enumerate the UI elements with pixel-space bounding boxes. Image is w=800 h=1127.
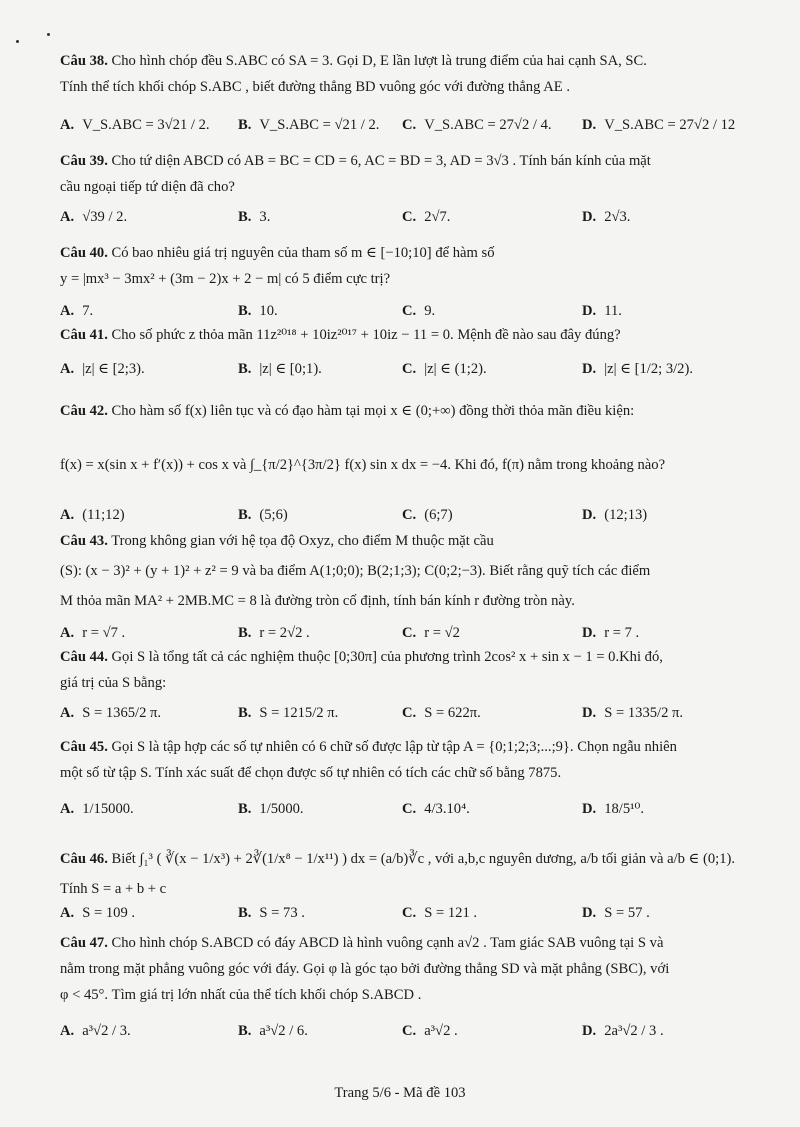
option-d[interactable]: D. V_S.ABC = 27√2 / 12 (582, 116, 736, 133)
question-text: Cho hình chóp đều S.ABC có SA = 3. Gọi D, E lần lượt là trung điểm của hai cạnh SA, SC. (111, 53, 647, 69)
option-b[interactable]: B. 3. (238, 208, 271, 225)
options-47 (60, 1014, 760, 1048)
question-45: Câu 45. Gọi S là tập hợp các số tự nhiên có 6 chữ số được lập từ tập A = {0;1;2;3;...;9}. Chọn ngẫu nhiên một số từ tập S. Tính xác suất để chọn được số tự nhiên có tích các chữ số bằng 7875. (60, 739, 677, 781)
question-42: Câu 42. Cho hàm số f(x) liên tục và có đạo hàm tại mọi x ∈ (0;+∞) đồng thời thỏa mãn điều kiện: f(x) = x(sin x + f′(x)) + cos x và ∫_{π/2}^{3π/2} f(x) sin x dx = −4. Khi đó, f(π) nằm trong khoảng nào? (60, 403, 666, 473)
option-b[interactable]: B. 1/5000. (238, 800, 304, 817)
option-d[interactable]: D. (12;13) (582, 506, 648, 523)
option-c[interactable]: C. r = √2 (402, 624, 460, 641)
option-d[interactable]: D. 11. (582, 302, 622, 319)
option-a[interactable]: A. V_S.ABC = 3√21 / 2. (60, 116, 210, 133)
question-number: Câu 38. (60, 53, 108, 69)
option-c[interactable]: C. a³√2 . (402, 1022, 458, 1039)
options-45 (60, 792, 760, 826)
question-46: Câu 46. Biết ∫₁³ ( ∛(x − 1/x³) + 2∛(1/x⁸ − 1/x¹¹) ) dx = (a/b)∛c , với a,b,c nguyên dương, a/b tối giản và a/b ∈ (0;1). Tính S = a + b + c (60, 851, 736, 897)
option-a[interactable]: A. |z| ∈ [2;3). (60, 360, 145, 377)
scan-speck (47, 33, 50, 36)
option-b[interactable]: B. 10. (238, 302, 278, 319)
options-42 (60, 498, 760, 532)
option-c[interactable]: C. V_S.ABC = 27√2 / 4. (402, 116, 552, 133)
option-a[interactable]: A. 1/15000. (60, 800, 134, 817)
option-a[interactable]: A. a³√2 / 3. (60, 1022, 131, 1039)
option-d[interactable]: D. S = 1335/2 π. (582, 704, 684, 721)
option-d[interactable]: D. |z| ∈ [1/2; 3/2). (582, 360, 693, 377)
question-38 (60, 48, 752, 100)
option-b[interactable]: B. |z| ∈ [0;1). (238, 360, 322, 377)
option-d[interactable]: D. 18/5¹⁰. (582, 800, 645, 817)
question-40: Câu 40. Có bao nhiêu giá trị nguyên của tham số m ∈ [−10;10] để hàm số y = |mx³ − 3mx² + (3m − 2)x + 2 − m| có 5 điểm cực trị? (60, 245, 495, 287)
option-c[interactable]: C. |z| ∈ (1;2). (402, 360, 487, 377)
options-38 (60, 108, 760, 142)
scan-speck (16, 40, 19, 43)
question-41: Câu 41. Cho số phức z thỏa mãn 11z²⁰¹⁸ + 10iz²⁰¹⁷ + 10iz − 11 = 0. Mệnh đề nào sau đây đúng? (60, 327, 621, 343)
option-d[interactable]: D. 2√3. (582, 208, 631, 225)
question-text: Tính thể tích khối chóp S.ABC , biết đường thẳng BD vuông góc với đường thẳng AE . (60, 79, 570, 95)
option-b[interactable]: B. V_S.ABC = √21 / 2. (238, 116, 380, 133)
option-a[interactable]: A. 7. (60, 302, 94, 319)
options-41 (60, 352, 760, 386)
option-b[interactable]: B. (5;6) (238, 506, 288, 523)
option-b[interactable]: B. a³√2 / 6. (238, 1022, 308, 1039)
option-a[interactable]: A. √39 / 2. (60, 208, 128, 225)
options-44 (60, 696, 760, 730)
page-footer: Trang 5/6 - Mã đề 103 (334, 1085, 466, 1101)
question-47: Câu 47. Cho hình chóp S.ABCD có đáy ABCD là hình vuông cạnh a√2 . Tam giác SAB vuông tại S và nằm trong mặt phẳng vuông góc với đáy. Gọi φ là góc tạo bởi đường thẳng SD và mặt phẳng (SBC), với φ < 45°. Tìm giá trị lớn nhất của thể tích khối chóp S.ABCD . (60, 935, 670, 1003)
option-c[interactable]: C. 9. (402, 302, 436, 319)
options-46 (60, 896, 760, 930)
option-c[interactable]: C. S = 121 . (402, 904, 478, 921)
options-39 (60, 200, 760, 234)
option-a[interactable]: A. (11;12) (60, 506, 125, 523)
option-a[interactable]: A. r = √7 . (60, 624, 126, 641)
option-c[interactable]: C. S = 622π. (402, 704, 481, 721)
option-d[interactable]: D. 2a³√2 / 3 . (582, 1022, 664, 1039)
option-c[interactable]: C. (6;7) (402, 506, 453, 523)
option-d[interactable]: D. S = 57 . (582, 904, 650, 921)
option-b[interactable]: B. S = 73 . (238, 904, 305, 921)
option-d[interactable]: D. r = 7 . (582, 624, 640, 641)
option-b[interactable]: B. S = 1215/2 π. (238, 704, 339, 721)
question-43: Câu 43. Trong không gian với hệ tọa độ Oxyz, cho điểm M thuộc mặt cầu (S): (x − 3)² + (y + 1)² + z² = 9 và ba điểm A(1;0;0); B(2;1;3); C(0;2;−3). Biết rằng quỹ tích các điểm M thỏa mãn MA² + 2MB.MC = 8 là đường tròn cố định, tính bán kính r đường tròn này. (60, 533, 651, 609)
option-a[interactable]: A. S = 109 . (60, 904, 136, 921)
option-b[interactable]: B. r = 2√2 . (238, 624, 310, 641)
question-44: Câu 44. Gọi S là tổng tất cả các nghiệm thuộc [0;30π] của phương trình 2cos² x + sin x − 1 = 0.Khi đó, giá trị của S bằng: (60, 649, 663, 691)
option-c[interactable]: C. 2√7. (402, 208, 451, 225)
option-c[interactable]: C. 4/3.10⁴. (402, 800, 470, 817)
question-39: Câu 39. Cho tứ diện ABCD có AB = BC = CD = 6, AC = BD = 3, AD = 3√3 . Tính bán kính của mặt cầu ngoại tiếp tứ diện đã cho? (60, 153, 651, 195)
option-a[interactable]: A. S = 1365/2 π. (60, 704, 162, 721)
